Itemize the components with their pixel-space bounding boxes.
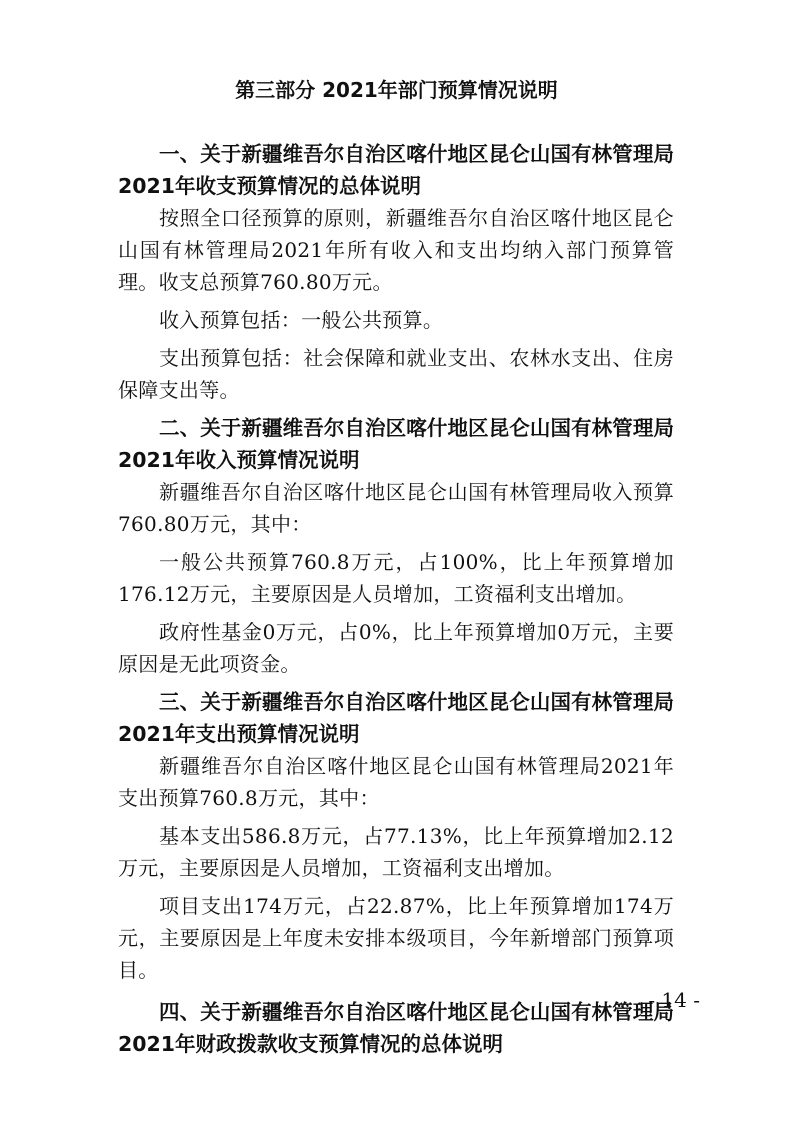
section-3-paragraph-3: 项目支出174万元，占22.87%，比上年预算增加174万元，主要原因是上年度未安排本级项目，今年新增部门预算项目。 — [118, 894, 674, 982]
section-3-paragraph-1: 新疆维吾尔自治区喀什地区昆仑山国有林管理局2021年支出预算760.8万元，其中： — [118, 754, 674, 810]
section-1-heading: 一、关于新疆维吾尔自治区喀什地区昆仑山国有林管理局2021年收支预算情况的总体说明 — [118, 142, 674, 198]
section-2-paragraph-2: 一般公共预算760.8万元，占100%，比上年预算增加176.12万元，主要原因是人员增加，工资福利支出增加。 — [118, 550, 674, 606]
section-4-heading: 四、关于新疆维吾尔自治区喀什地区昆仑山国有林管理局2021年财政拨款收支预算情况的总体说明 — [118, 1000, 674, 1056]
section-1-paragraph-3: 支出预算包括：社会保障和就业支出、农林水支出、住房保障支出等。 — [118, 346, 674, 402]
section-1-paragraph-1: 按照全口径预算的原则，新疆维吾尔自治区喀什地区昆仑山国有林管理局2021年所有收入和支出均纳入部门预算管理。收支总预算760.80万元。 — [118, 206, 674, 294]
section-3-paragraph-2: 基本支出586.8万元，占77.13%，比上年预算增加2.12万元，主要原因是人员增加，工资福利支出增加。 — [118, 824, 674, 880]
section-3-heading: 三、关于新疆维吾尔自治区喀什地区昆仑山国有林管理局2021年支出预算情况说明 — [118, 690, 674, 746]
section-2-paragraph-1: 新疆维吾尔自治区喀什地区昆仑山国有林管理局收入预算760.80万元，其中： — [118, 480, 674, 536]
section-2-heading: 二、关于新疆维吾尔自治区喀什地区昆仑山国有林管理局2021年收入预算情况说明 — [118, 416, 674, 472]
section-2-paragraph-3: 政府性基金0万元，占0%，比上年预算增加0万元，主要原因是无此项资金。 — [118, 620, 674, 676]
document-body — [118, 138, 674, 1060]
page-number: - 14 - — [648, 988, 700, 1012]
section-1-paragraph-2: 收入预算包括：一般公共预算。 — [159, 308, 444, 332]
page-title: 第三部分 2021年部门预算情况说明 — [235, 78, 558, 102]
